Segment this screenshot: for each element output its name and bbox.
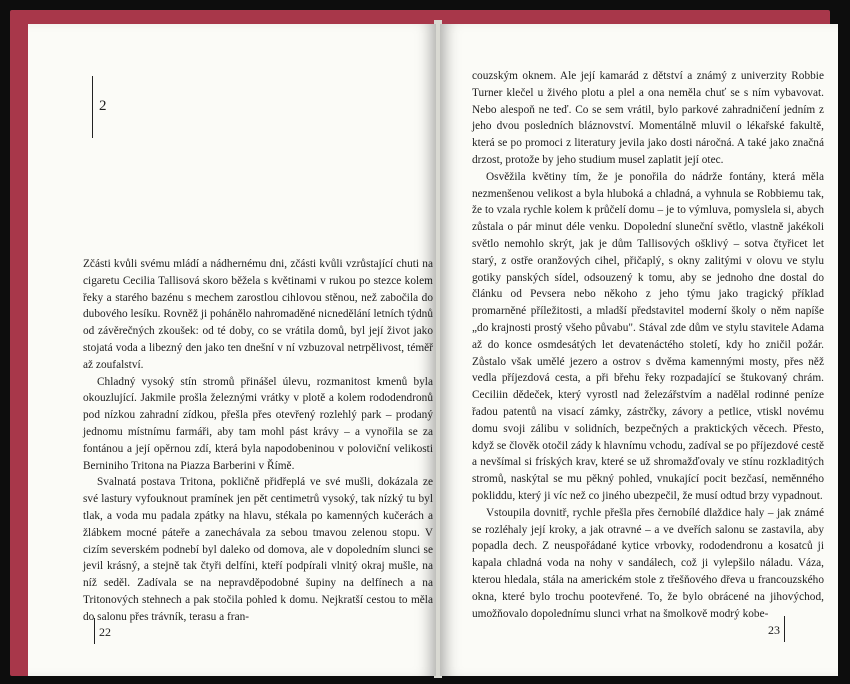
page-number-marker — [768, 616, 785, 642]
left-page-text — [83, 256, 433, 626]
left-page — [28, 24, 436, 676]
paragraph: Vstoupila dovnitř, rychle přešla přes černobílé dlaždice haly – jak známé se rozléhaly její kroky, a jak otravné – a ve dveřích salonu se zastavila, aby popadla dech. Z neuspořádané kytice vrbovky, rododendronu a kosatců ji kapala chladná voda na nohy v sandálech, což ji vylepšilo náladu. Váza, kterou hledala, stála na americkém stole z třešňového dřeva u francouzského okna, které bylo trochu pootevřené. To, že bylo obrácené na jihovýchod, umožňovalo dopolednímu slunci vrhat na šmolkově modrý kobe- — [472, 506, 824, 620]
chapter-number: 2 — [99, 98, 107, 114]
right-page-text — [472, 68, 824, 622]
page-number-marker — [94, 618, 111, 644]
paragraph: Svalnatá postava Tritona, pokličně přidřeplá ve své mušli, dokázala ze své lastury vyfouknout pramínek jen pět centimetrů vysoký, tak nízký tu byl tlak, a voda mu padala zpátky na hlavu, stékala po kamenných kučerách a žlábkem mocné páteře a zanechávala za sebou tmavou zelenou stopu. V cizím severském podnebí byl daleko od domova, ale v dopoledním slunci se jevil krásný, a stejně tak čtyři delfíni, kteří podpírali vlnitý okraj mušle, na níž seděl. Zadívala se na nepravděpodobné šupiny na delfínech a na Tritonových stehnech a pak stočila pohled k domu. Nejkratší cestou to měla do salonu přes trávník, terasu a fran- — [83, 476, 433, 623]
chapter-marker — [92, 76, 115, 138]
page-number: 22 — [99, 625, 111, 639]
paragraph: couzským oknem. Ale její kamarád z dětství a známý z univerzity Robbie Turner klečel u živého plotu a plel a ona neměla chuť se s ním vybavovat. Nebo alespoň ne teď. Co se sem vrátil, bylo parkové zahradničení jedním z jeho dvou posledních bláznovství. Momentálně mluvil o lékařské fakultě, která se po promoci z literatury jevila jako dosti náročná. A také jako značná drzost, protože by jeho studium musel zaplatit její otec. — [472, 70, 824, 166]
right-page — [440, 24, 838, 676]
paragraph: Osvěžila květiny tím, že je ponořila do nádrže fontány, která měla nezmenšenou velikost a byla hluboká a chladná, a vyhnula se Robbiemu tak, že to vzala rychle kolem k průčelí domu – je to výmluva, pomyslela si, abych zůstala o pár minut déle venku. Dopolední sluneční světlo, vlastně jakékoli světlo nemohlo skrýt, jak je dům Tallisových ošklivý – sotva čtyřicet let starý, z ostře oranžových cihel, přičaplý, s okny zalitými v olovu ve stylu gotiky panských sídel, odsouzený k tomu, aby se jednoho dne dostal do článku od Pevsera nebo někoho z jeho týmu jako tragický příklad promarněné příležitosti, a mladší představitel moderní školy o něm napíše „do krajnosti prostý všeho půvabu". Stával zde dům ve stylu stavitele Adama až do konce osmdesátých let devatenáctého století, kdy ho zničil požár. Zůstalo však umělé jezero a ostrov s dvěma kamennými mosty, přes něž vedla příjezdová cesta, a při břehu řeky rozpadající se štukovaný chrám. Ceciliin dědeček, který vyrostl nad železářstvím a nadělal rodinné peníze řadou patentů na visací zámky, zástrčky, závory a petlice, vtiskl novému domu svoji zálibu v solidních, bezpečných a praktických věcech. Přesto, když se člověk otočil zády k hlavnímu vchodu, zadíval se po příjezdové cestě a nevšímal si fríských krav, které se už shromažďovaly ve stínu rozkladitých stromů, naskýtal se mu pěkný pohled, vnukající pocit bezčasí, neměnného pokliddu, který ji víc než co jiného ubezpečil, že musí odtud brzy vypadnout. — [472, 170, 824, 502]
page-number: 23 — [768, 623, 780, 637]
paragraph: Chladný vysoký stín stromů přinášel úlevu, rozmanitost kmenů byla okouzlující. Jakmile prošla železnými vrátky v plotě a kolem rododendronů pod nízkou zahradní zídkou, přešla přes otevřený rozlehlý park – prodaný jednomu místnímu farmáři, aby tam mohl pást krávy – a vynořila se za fontánou a její opěrnou zdí, která byla napodobeninou v poloviční velikosti Berniniho Tritona na Piazza Barberini v Římě. — [83, 375, 433, 472]
paragraph: Zčásti kvůli svému mládí a nádhernému dni, zčásti kvůli vzrůstající chuti na cigaretu Cecilia Tallisová skoro běžela s květinami v rukou po stezce kolem řeky a starého bazénu s mechem zarostlou cihlovou stěnou, než zabočila do dubového lesíku. Rovněž ji pohánělo nahromaděné nicnedělání letních týdnů od závěrečných zkoušek: od té doby, co se vrátila domů, byl její život jako stojatá voda a libezný den jako ten dnešní v ní vzbuzoval netrpělivost, téměř až zoufalství. — [83, 258, 433, 371]
